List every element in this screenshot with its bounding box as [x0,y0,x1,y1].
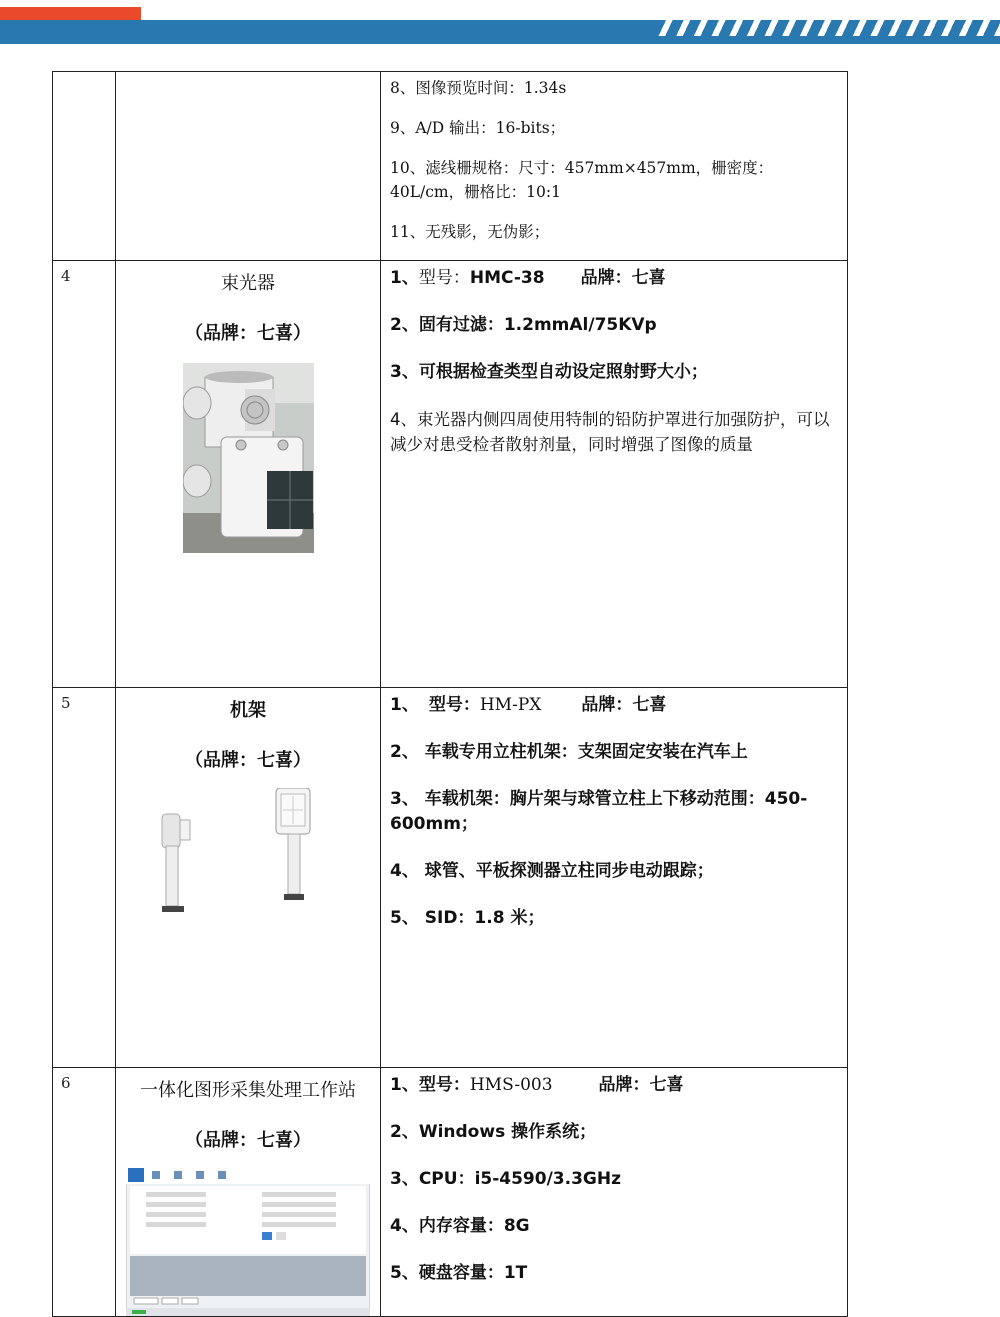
table-row [53,261,848,688]
spec-line: 10、滤线栅规格：尺寸：457mm×457mm，栅密度：40L/cm，栅格比：10:1 [390,159,774,201]
specs-cell [381,261,848,688]
spec-line-model: 1、 型号：HM-PX 品牌：七喜 [390,695,667,715]
workstation-screenshot [126,1166,370,1316]
spec-line-model: 1、型号：HMC-38 品牌：七喜 [390,268,666,288]
item-brand: （品牌：七喜） [185,1130,311,1151]
item-name: 束光器 [221,273,275,294]
spec-line: 5、 SID：1.8 米； [390,908,545,928]
spec-line: 2、固有过滤：1.2mmAl/75KVp [390,315,657,335]
table-row [53,1068,848,1317]
spec-line: 4、 球管、平板探测器立柱同步电动跟踪； [390,861,714,881]
page-header-band [0,0,1000,50]
collimator-photo [183,363,314,553]
specs-cell [381,1068,848,1317]
item-name: 机架 [230,700,266,721]
row-number: 4 [53,261,116,688]
spec-line: 2、 车载专用立柱机架：支架固定安装在汽车上 [390,742,748,762]
table-row [53,688,848,1068]
name-cell [116,72,381,261]
spec-line: 3、CPU：i5-4590/3.3GHz [390,1169,621,1189]
spec-line: 11、无残影，无伪影； [390,223,550,241]
spec-line: 3、 车载机架：胸片架与球管立柱上下移动范围：450-600mm； [390,789,808,834]
table-row [53,72,848,261]
spec-line: 8、图像预览时间：1.34s [390,79,567,97]
header-blue-bar-lower [0,36,1000,44]
spec-line-model: 1、型号：HMS-003 品牌：七喜 [390,1075,684,1095]
num-cell [53,72,116,261]
specs-cell [381,72,848,261]
spec-line: 4、内存容量：8G [390,1216,530,1236]
spec-line: 2、Windows 操作系统； [390,1122,597,1142]
spec-line: 5、硬盘容量：1T [390,1263,528,1283]
item-brand: （品牌：七喜） [185,323,311,344]
name-cell [116,1068,381,1317]
item-brand: （品牌：七喜） [185,750,311,771]
spec-line: 9、A/D 输出：16-bits； [390,119,566,137]
header-red-bar [0,7,141,20]
row-number: 6 [53,1068,116,1317]
item-name: 一体化图形采集处理工作站 [140,1080,356,1101]
name-cell [116,688,381,1068]
spec-line: 4、束光器内侧四周使用特制的铅防护罩进行加强防护，可以减少对患受检者散射剂量，同时增强了图像的质量 [390,410,830,454]
spec-line: 3、可根据检查类型自动设定照射野大小； [390,362,708,382]
gantry-image [158,788,338,918]
specs-cell [381,688,848,1068]
row-number: 5 [53,688,116,1068]
name-cell [116,261,381,688]
spec-table [52,71,848,1317]
header-stripe-pattern [655,20,1000,36]
